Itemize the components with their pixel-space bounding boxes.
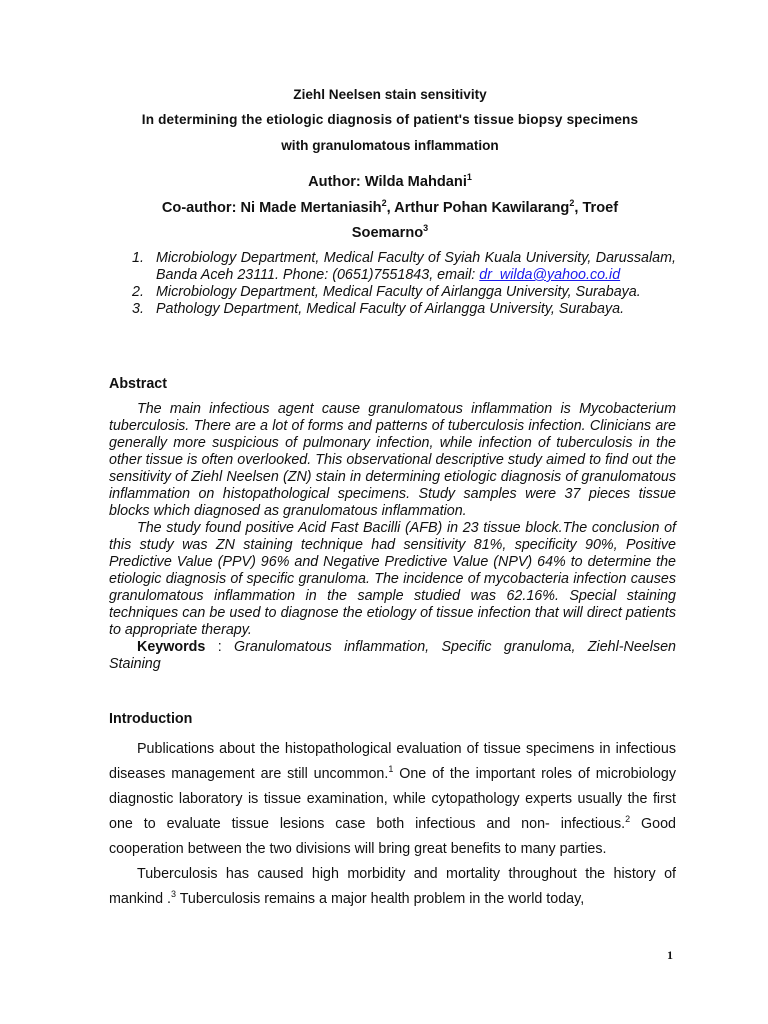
affiliation-item — [128, 284, 676, 301]
coauthor-2: , Arthur Pohan Kawilarang — [386, 200, 570, 216]
abstract-paragraph: The main infectious agent cause granulomatous inflammation is Mycobacterium tuberculosis. There are a lot of forms and patterns of tuberculosis infection. Clinicians are generally more suspicious of pulmonary infection, while infection of tuberculosis in the other tissue is often overlooked. This observational descriptive study aimed to find out the sensitivity of Ziehl Neelsen (ZN) stain in determining etiologic diagnosis of granulomatous inflammation on histopathological specimens. Study samples were 37 pieces tissue blocks which diagnosed as granulomatous inflammation. — [109, 401, 676, 519]
intro-text: Publications about the histopathological evaluation of tissue specimens in infectious diseases management are still uncommon. — [109, 741, 676, 782]
introduction-paragraph — [109, 862, 676, 912]
coauthor-3-start: , Troef — [574, 200, 619, 216]
citation-sup: 2 — [625, 814, 631, 824]
intro-text: Tuberculosis remains a major health problem in the world today, — [176, 891, 585, 907]
keywords-label: Keywords — [137, 639, 206, 655]
coauthor-1-sup: 2 — [381, 198, 387, 208]
author-affiliation-sup: 1 — [466, 172, 472, 182]
affiliation-text: Microbiology Department, Medical Faculty of Syiah Kuala University, Darussalam, Banda Aceh 23111. Phone: (0651)7551843, email: — [156, 250, 676, 283]
coauthor-3-sup: 3 — [423, 223, 429, 233]
coauthor-2-sup: 2 — [569, 198, 575, 208]
introduction-body — [109, 737, 676, 912]
affiliation-text: Pathology Department, Medical Faculty of Airlangga University, Surabaya. — [156, 301, 625, 317]
author-line — [100, 174, 680, 190]
page-number: 1 — [667, 948, 673, 962]
affiliation-number: 2. — [132, 284, 144, 300]
affiliation-number: 1. — [132, 250, 144, 266]
affiliation-item — [128, 301, 676, 318]
introduction-heading: Introduction — [109, 711, 193, 727]
affiliation-item — [128, 250, 676, 284]
email-link[interactable]: dr_wilda@yahoo.co.id — [479, 267, 621, 283]
paper-title-line-1: Ziehl Neelsen stain sensitivity — [293, 87, 487, 102]
coauthor-line-2 — [100, 225, 680, 241]
intro-text: Good cooperation between the two divisions will bring great benefits to many parties. — [109, 816, 676, 857]
keywords — [109, 639, 676, 673]
paper-title-line-3: with granulomatous inflammation — [281, 138, 499, 153]
citation-sup: 1 — [388, 764, 394, 774]
keywords-separator: : — [205, 639, 235, 655]
affiliation-number: 3. — [132, 301, 144, 317]
intro-text: One of the important roles of microbiology diagnostic laboratory is tissue examination, while cytopathology experts usually the first one to evaluate tissue lesions case both infectious and non- infectious. — [109, 766, 676, 832]
affiliation-text: Microbiology Department, Medical Faculty of Airlangga University, Surabaya. — [156, 284, 641, 300]
introduction-paragraph — [109, 737, 676, 862]
abstract-heading: Abstract — [109, 376, 167, 392]
paper-title-line-2: In determining the etiologic diagnosis of patient's tissue biopsy specimens — [141, 112, 639, 127]
coauthor-line — [100, 200, 680, 216]
coauthor-3-end: Soemarno — [351, 225, 424, 241]
coauthor-1: Co-author: Ni Made Mertaniasih — [161, 200, 382, 216]
keywords-list: Granulomatous inflammation, Specific granuloma, Ziehl-Neelsen Staining — [109, 639, 676, 672]
citation-sup: 3 — [170, 889, 176, 899]
affiliations-list — [128, 250, 676, 318]
abstract-paragraph: The study found positive Acid Fast Bacilli (AFB) in 23 tissue block.The conclusion of this study was ZN staining technique had sensitivity 81%, specificity 90%, Positive Predictive Value (PPV) 96% and Negative Predictive Value (NPV) 64% to determine the etiologic diagnosis of specific granuloma. The incidence of mycobacteria infection causes granulomatous inflammation in the sample studied was 62.16%. Special staining techniques can be used to diagnose the etiology of tissue infection that will direct patients to appropriate therapy. — [109, 520, 676, 638]
intro-text: Tuberculosis has caused high morbidity and mortality throughout the history of mankind . — [109, 866, 676, 907]
abstract-body — [109, 401, 676, 673]
author-name: Author: Wilda Mahdani — [308, 174, 467, 190]
